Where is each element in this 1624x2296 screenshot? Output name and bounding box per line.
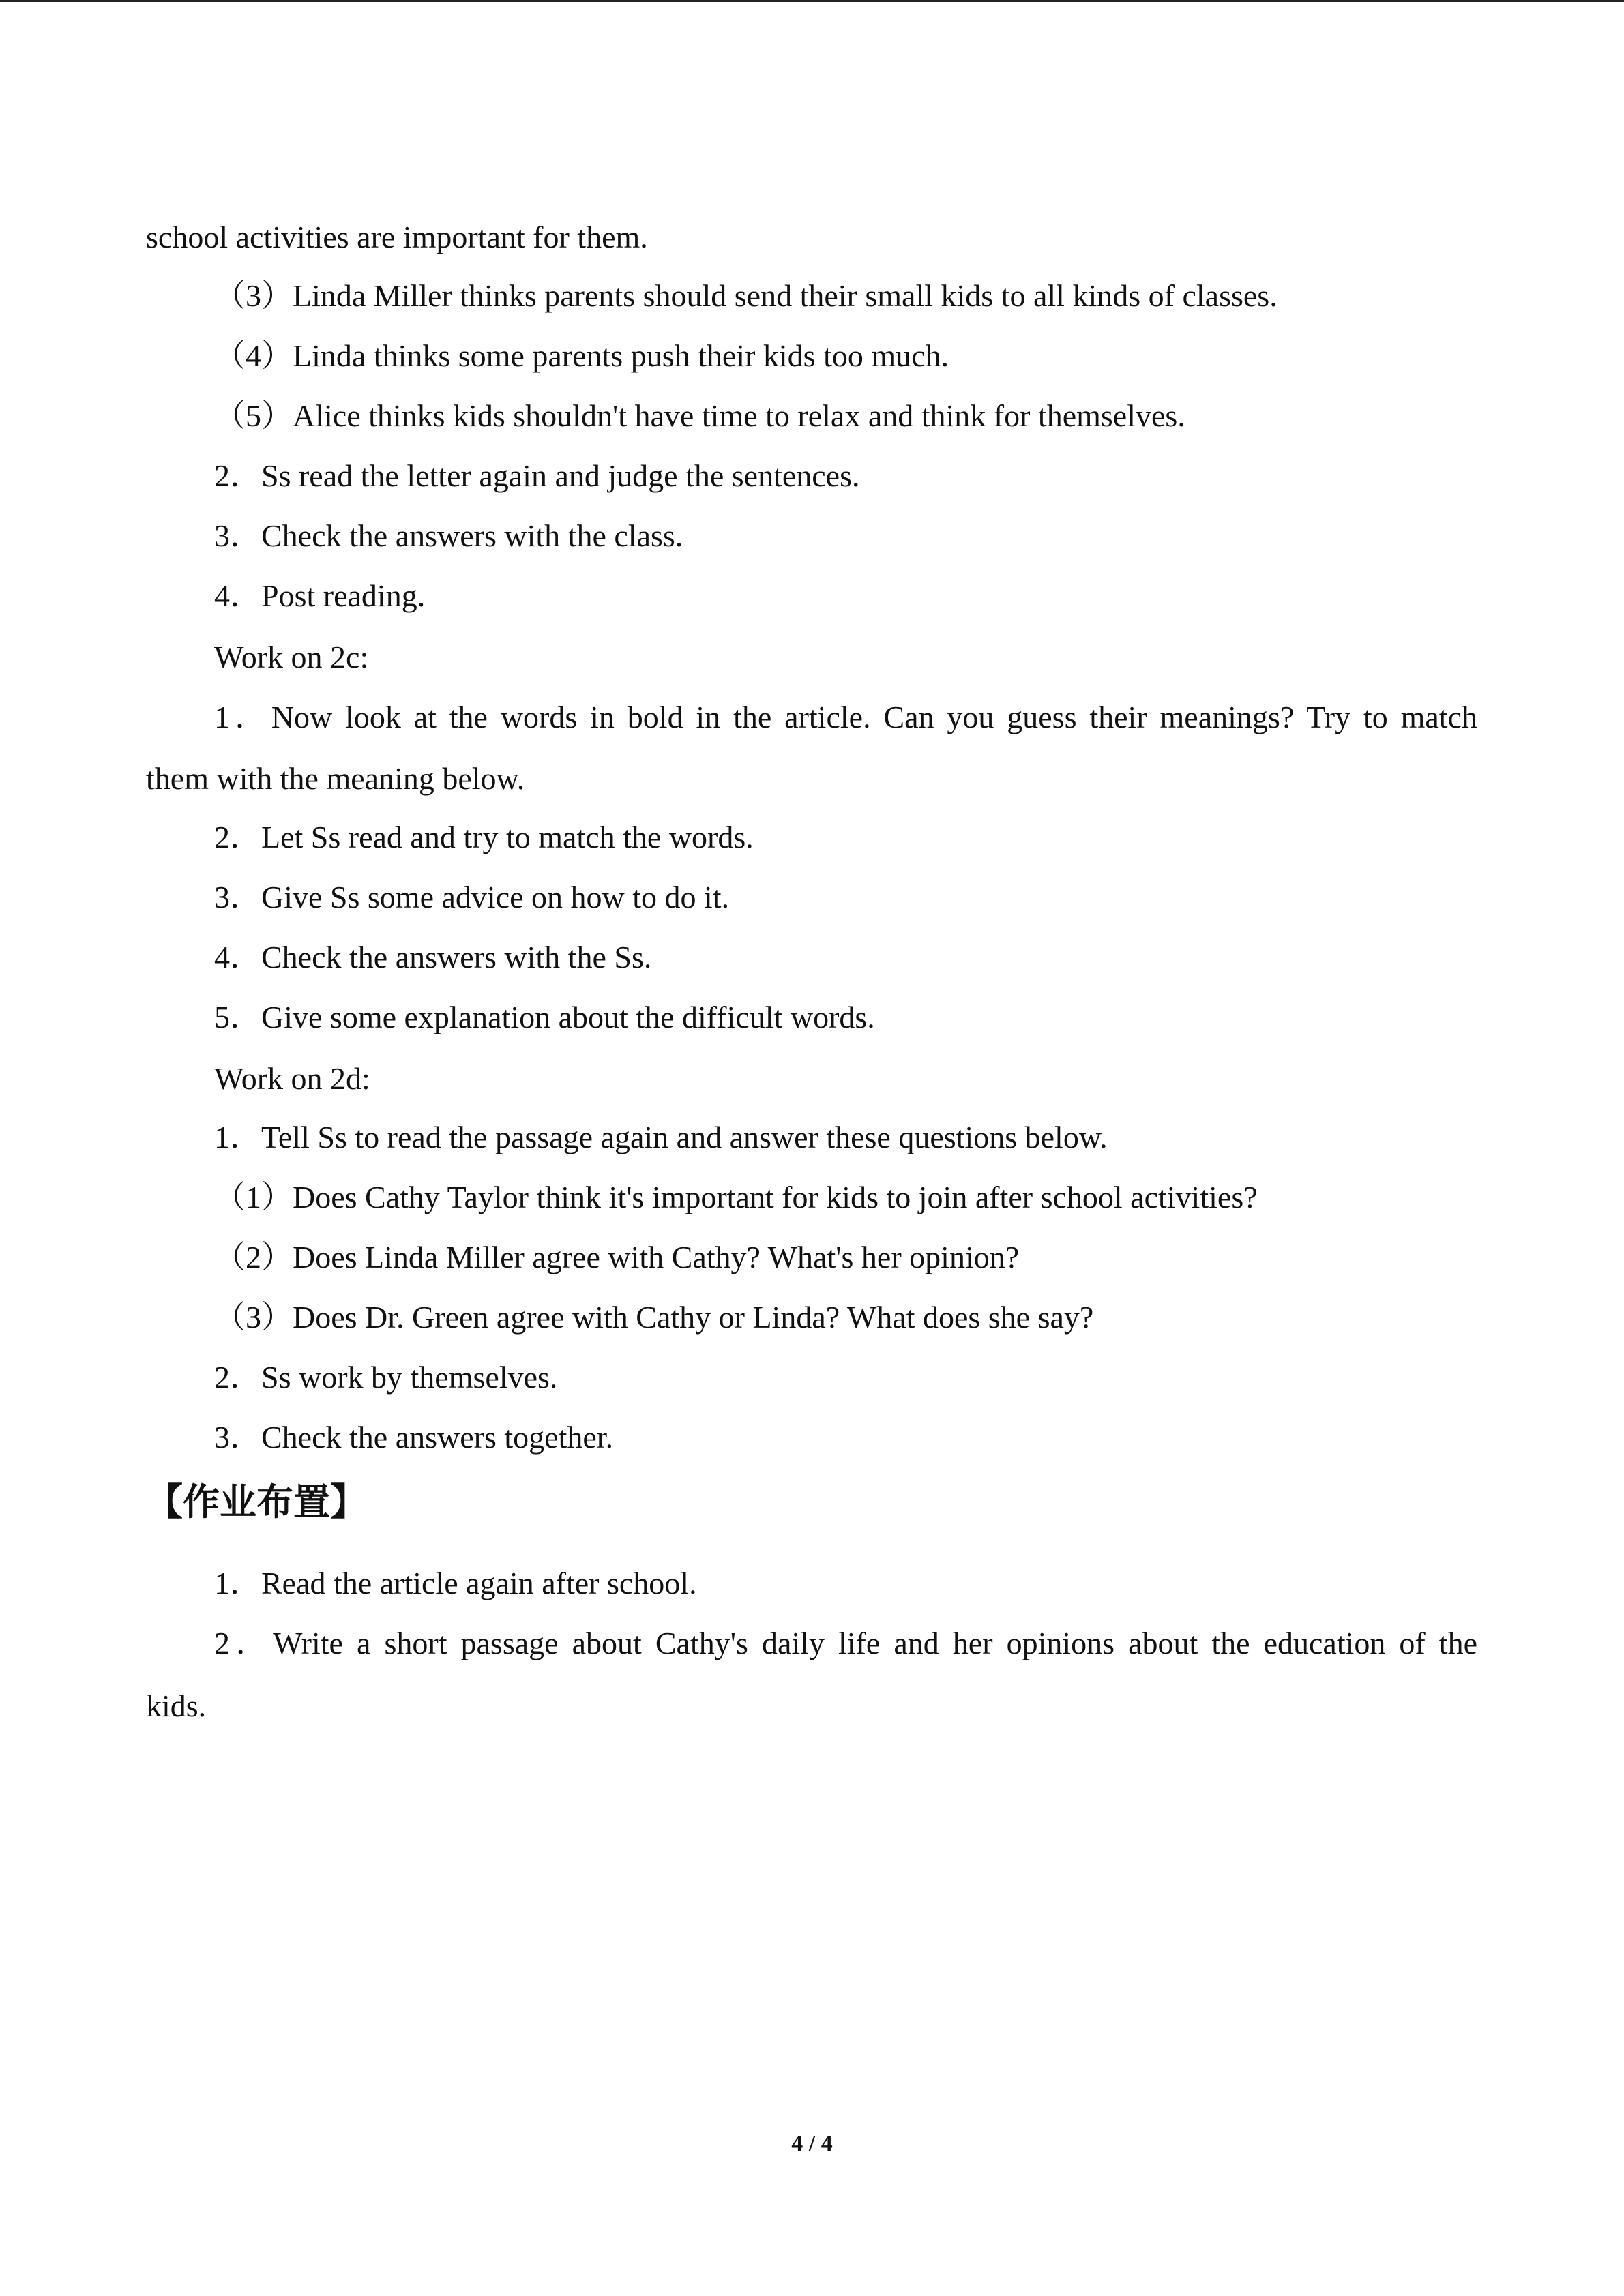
text-line-12: 3．Give Ss some advice on how to do it. [214, 880, 730, 914]
text-line-16: 1．Tell Ss to read the passage again and answer these questions below. [214, 1120, 1108, 1154]
homework-line-3: kids. [146, 1688, 207, 1723]
homework-heading: 【作业布置】 [146, 1480, 367, 1523]
section-label-2c: Work on 2c: [214, 640, 369, 674]
homework-line-1: 1．Read the article again after school. [214, 1566, 697, 1600]
text-line-21: 3．Check the answers together. [214, 1420, 614, 1455]
homework-line-2: 2．Write a short passage about Cathy's daily life and her opinions about the education of the [214, 1626, 1477, 1660]
text-line-19: （3）Does Dr. Green agree with Cathy or Linda? What does she say? [214, 1300, 1094, 1335]
text-line-3: （4）Linda thinks some parents push their kids too much. [214, 338, 949, 373]
text-line-17: （1）Does Cathy Taylor think it's important for kids to join after school activities? [214, 1180, 1258, 1214]
text-line-1: school activities are important for them. [146, 220, 648, 254]
section-label-2d: Work on 2d: [214, 1061, 370, 1096]
text-line-11: 2．Let Ss read and try to match the words. [214, 820, 754, 854]
text-line-9: 1．Now look at the words in bold in the article. Can you guess their meanings? Try to match [214, 700, 1477, 734]
text-line-14: 5．Give some explanation about the difficult words. [214, 1000, 875, 1034]
text-line-2: （3）Linda Miller thinks parents should send their small kids to all kinds of classes. [214, 278, 1278, 313]
text-line-20: 2．Ss work by themselves. [214, 1360, 558, 1395]
text-line-6: 3．Check the answers with the class. [214, 518, 683, 553]
text-line-18: （2）Does Linda Miller agree with Cathy? What's her opinion? [214, 1240, 1020, 1274]
page-number: 4 / 4 [791, 2131, 833, 2156]
text-line-10: them with the meaning below. [146, 761, 525, 796]
text-line-4: （5）Alice thinks kids shouldn't have time to relax and think for themselves. [214, 398, 1185, 433]
text-line-5: 2．Ss read the letter again and judge the sentences. [214, 458, 860, 493]
text-line-13: 4．Check the answers with the Ss. [214, 940, 652, 974]
text-line-7: 4．Post reading. [214, 578, 426, 613]
top-border-line [0, 0, 1624, 2]
